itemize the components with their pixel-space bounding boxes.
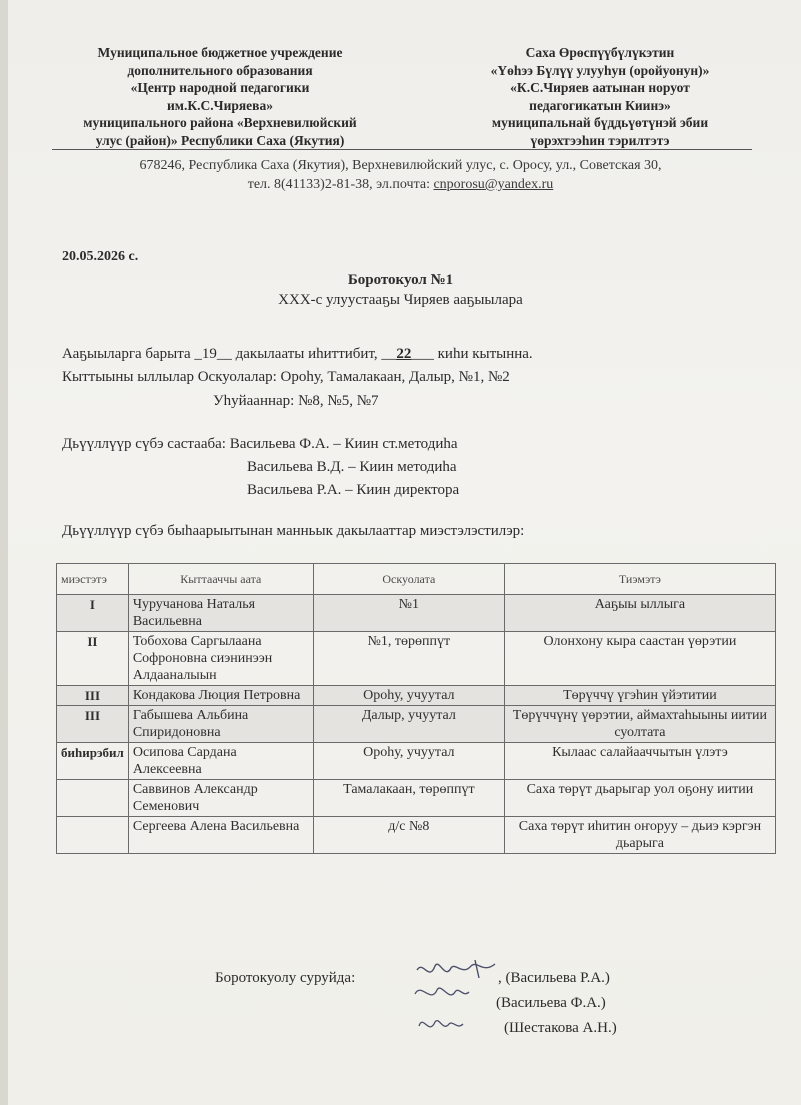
cell-topic: Төрүччү үгэһин үйэтитии — [504, 686, 775, 706]
document-title: Боротокуол №1 — [347, 272, 454, 288]
address-line: 678246, Республика Саха (Якутия), Верхневилюйский улус, с. Оросу, ул., Советская 30, — [139, 158, 662, 173]
header-left-line: дополнительного образования — [127, 62, 313, 78]
table-row — [57, 632, 776, 686]
cell-topic: Төрүччүнү үөрэтии, аймахтаһыыны иитии суолтата — [504, 706, 775, 743]
document-date: 20.05.2026 с. — [62, 249, 139, 264]
reports-count-line — [62, 346, 533, 363]
cell-topic: Олонхону кыра саастан үөрэтии — [504, 632, 775, 686]
signature-name-3: (Шестакова А.Н.) — [504, 1020, 617, 1036]
jury-line-2: Васильева В.Д. – Киин методиһа — [247, 459, 457, 475]
reports-count-tail: ___ киһи кытынна. — [411, 346, 533, 362]
participant-count: 22 — [396, 346, 412, 362]
cell-name: Осипова Сардана Алексеевна — [128, 743, 313, 780]
header-left-line: Муниципальное бюджетное учреждение — [97, 45, 343, 60]
schools-line: Кыттыыны ыллылар Оскуолалар: Ороһу, Тамалакаан, Далыр, №1, №2 — [62, 369, 510, 385]
header-right-line: «К.С.Чиряев аатынан норуот — [510, 80, 690, 95]
cell-name: Кондакова Люция Петровна — [128, 686, 313, 706]
cell-name: Чуручанова Наталья Васильевна — [128, 595, 313, 632]
jury-line-3: Васильева Р.А. – Киин директора — [247, 482, 460, 498]
cell-name: Тобохова Саргылаана Софроновна сиэнинээн Алдааналыын — [128, 632, 313, 686]
cell-name: Габышева Альбина Спиридоновна — [128, 706, 313, 743]
header-right — [440, 44, 760, 149]
signature-name-1: , (Васильева Р.А.) — [498, 970, 610, 986]
email-link[interactable]: cnporosu@yandex.ru — [433, 177, 554, 192]
table-row — [57, 706, 776, 743]
header-left-line: им.К.С.Чиряева» — [167, 97, 273, 113]
header-left — [55, 44, 385, 149]
header-right-line: муниципальнай бүддьүөтүнэй эбии — [491, 115, 709, 130]
table-row — [57, 686, 776, 706]
cell-topic: Саха төрүт дьарыгар уол оҕону иитии — [504, 780, 775, 817]
address-block — [0, 156, 801, 194]
column-header-place: миэстэтэ — [57, 564, 129, 595]
column-header-school: Оскуолата — [313, 564, 504, 595]
header-right-line: Саха Өрөспүүбүлүкэтин — [525, 45, 675, 60]
signatures-label: Боротокуолу суруйда: — [215, 970, 356, 986]
column-header-name: Кыттааччы аата — [128, 564, 313, 595]
cell-place: II — [57, 632, 129, 686]
cell-school: д/с №8 — [313, 817, 504, 854]
cell-school: Далыр, учуутал — [313, 706, 504, 743]
results-table — [56, 563, 776, 854]
table-row — [57, 817, 776, 854]
cell-topic: Ааҕыы ыллыга — [504, 595, 775, 632]
cell-school: Ороһу, учуутал — [313, 686, 504, 706]
contact-prefix: тел. 8(41133)2-81-38, эл.почта: — [247, 177, 434, 192]
header-left-line: «Центр народной педагогики — [130, 80, 310, 95]
signature-name-2: (Васильева Ф.А.) — [496, 995, 606, 1011]
cell-name: Саввинов Александр Семенович — [128, 780, 313, 817]
cell-place: I — [57, 595, 129, 632]
cell-topic: Саха төрүт иһитин оҥоруу – дьиэ кэргэн дьарыга — [504, 817, 775, 854]
jury-line-1: Дьүүллүүр сүбэ састааба: Васильева Ф.А. – Киин ст.методиһа — [62, 436, 458, 452]
cell-school: №1 — [313, 595, 504, 632]
header-right-line: «Үөһээ Бүлүү улууһун (оройуонун)» — [490, 62, 710, 78]
header-divider — [52, 149, 752, 150]
header-left-line: муниципального района «Верхневилюйский — [83, 115, 357, 130]
cell-place: III — [57, 706, 129, 743]
header-right-line: үөрэхтээһин тэрилтэтэ — [530, 132, 670, 148]
cell-school: №1, төрөппүт — [313, 632, 504, 686]
cell-name: Сергеева Алена Васильевна — [128, 817, 313, 854]
results-intro: Дьүүллүүр сүбэ быһаарыытынан манньык дакылааттар миэстэлэстилэр: — [62, 523, 525, 539]
cell-school: Ороһу, учуутал — [313, 743, 504, 780]
cell-topic: Кылаас салайааччытын үлэтэ — [504, 743, 775, 780]
document-subtitle: ХХХ-с улуустааҕы Чиряев ааҕыылара — [278, 292, 523, 308]
table-row — [57, 743, 776, 780]
table-row — [57, 780, 776, 817]
reports-count-text: Ааҕыыларга барыта _19__ дакылааты иһиттибит, __ — [62, 346, 397, 362]
cell-place: III — [57, 686, 129, 706]
cell-school: Тамалакаан, төрөппүт — [313, 780, 504, 817]
table-header-row — [57, 564, 776, 595]
contact-line — [0, 175, 801, 194]
column-header-topic: Тиэмэтэ — [504, 564, 775, 595]
header-left-line: улус (район)» Республики Саха (Якутия) — [95, 132, 345, 148]
kindergartens-line: Уһуйааннар: №8, №5, №7 — [213, 393, 379, 409]
cell-place: биһирэбил — [57, 743, 129, 780]
cell-place — [57, 817, 129, 854]
cell-place — [57, 780, 129, 817]
header-right-line: педагогикатын Киинэ» — [529, 97, 671, 113]
table-row — [57, 595, 776, 632]
